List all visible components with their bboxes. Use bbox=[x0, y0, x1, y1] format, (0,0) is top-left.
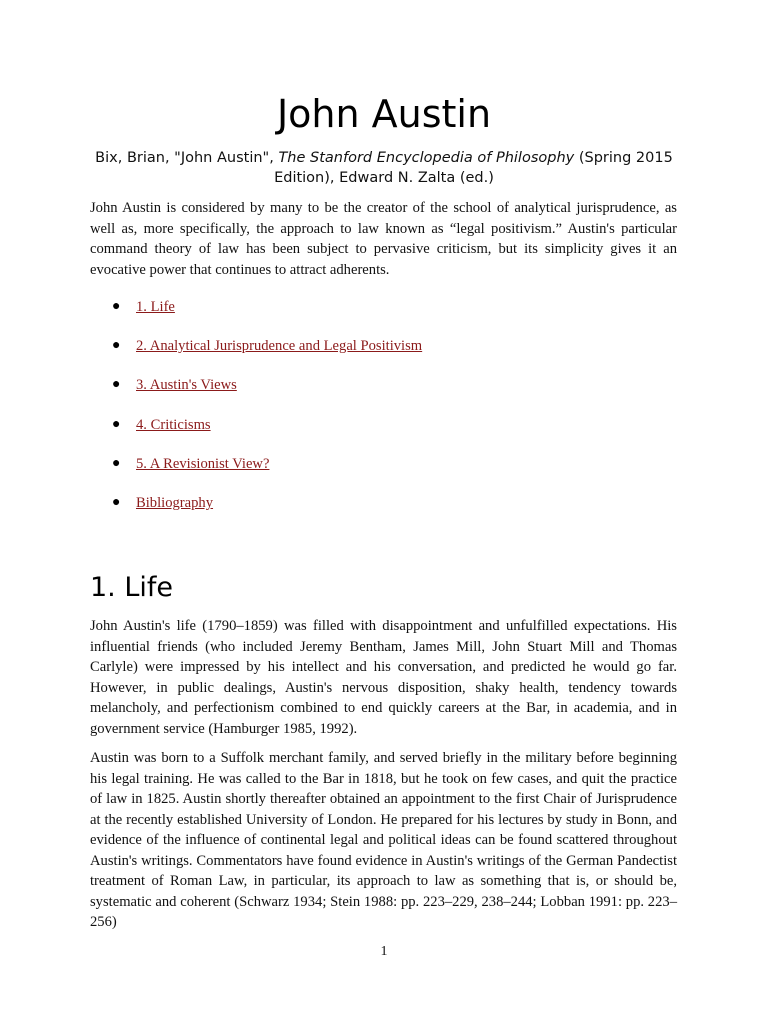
toc-item-criticisms bbox=[90, 414, 590, 453]
toc-item-life bbox=[90, 296, 590, 335]
page-title: John Austin bbox=[276, 92, 492, 136]
bullet-icon: ● bbox=[112, 494, 121, 510]
citation-prefix: Bix, Brian, "John Austin", bbox=[95, 150, 279, 166]
toc-item-bibliography bbox=[90, 492, 590, 531]
toc-link-life[interactable]: 1. Life bbox=[136, 299, 175, 315]
bullet-icon: ● bbox=[112, 455, 121, 471]
toc-link-bibliography[interactable]: Bibliography bbox=[136, 494, 214, 511]
intro-paragraph: John Austin is considered by many to be the creator of the school of analytical jurisprudence, as well as, more specifically, the approach to law known as “legal positivism.” Austin's particular command theory of law has been subject to pervasive criticism, but its simplicity gives it an evocative power that continues to attract adherents. bbox=[90, 200, 677, 278]
citation-publication: The Stanford Encyclopedia of Philosophy bbox=[278, 150, 575, 166]
bullet-icon: ● bbox=[112, 416, 121, 432]
page-number: 1 bbox=[380, 944, 388, 959]
section-heading-life: 1. Life bbox=[90, 572, 174, 603]
table-of-contents bbox=[90, 296, 590, 531]
toc-link-criticisms[interactable]: 4. Criticisms bbox=[136, 416, 211, 433]
citation-suffix: (Spring 2015 Edition), Edward N. Zalta (ed.) bbox=[274, 150, 673, 186]
bullet-icon: ● bbox=[112, 299, 121, 314]
toc-link-analytical-jurisprudence[interactable]: 2. Analytical Jurisprudence and Legal Positivism bbox=[136, 338, 423, 355]
bullet-icon: ● bbox=[112, 338, 121, 354]
bullet-icon: ● bbox=[112, 377, 121, 393]
toc-item-austins-views bbox=[90, 374, 590, 413]
toc-item-analytical-jurisprudence bbox=[90, 335, 590, 374]
life-paragraph-2: Austin was born to a Suffolk merchant family, and served briefly in the military before beginning his legal training. He was called to the Bar in 1818, but he took on few cases, and quit the practice of law in 1825. Austin shortly thereafter obtained an appointment to the first Chair of Jurisprudence at the recently established University of London. He prepared for his lectures by study in Bonn, and evidence of the influence of continental legal and political ideas can be found scattered throughout Austin's writings. Commentators have found evidence in Austin's writings of the German Pandectist treatment of Roman Law, in particular, its approach to law as something that is, or should be, systematic and coherent (Schwarz 1934; Stein 1988: pp. 223–229, 238–244; Lobban 1991: pp. 223–256) bbox=[90, 750, 677, 930]
toc-link-revisionist-view[interactable]: 5. A Revisionist View? bbox=[136, 455, 270, 472]
toc-item-revisionist-view bbox=[90, 453, 590, 492]
toc-link-austins-views[interactable]: 3. Austin's Views bbox=[136, 377, 237, 394]
life-paragraph-1: John Austin's life (1790–1859) was filled with disappointment and unfulfilled expectations. His influential friends (who included Jeremy Bentham, James Mill, John Stuart Mill and Thomas Carlyle) were impressed by his intellect and his conversation, and predicted he would go far. However, in public dealings, Austin's nervous disposition, shaky health, tendency towards melancholy, and perfectionism combined to end quickly careers at the Bar, in academia, and in government service (Hamburger 1985, 1992). bbox=[90, 618, 677, 737]
citation bbox=[90, 148, 678, 188]
